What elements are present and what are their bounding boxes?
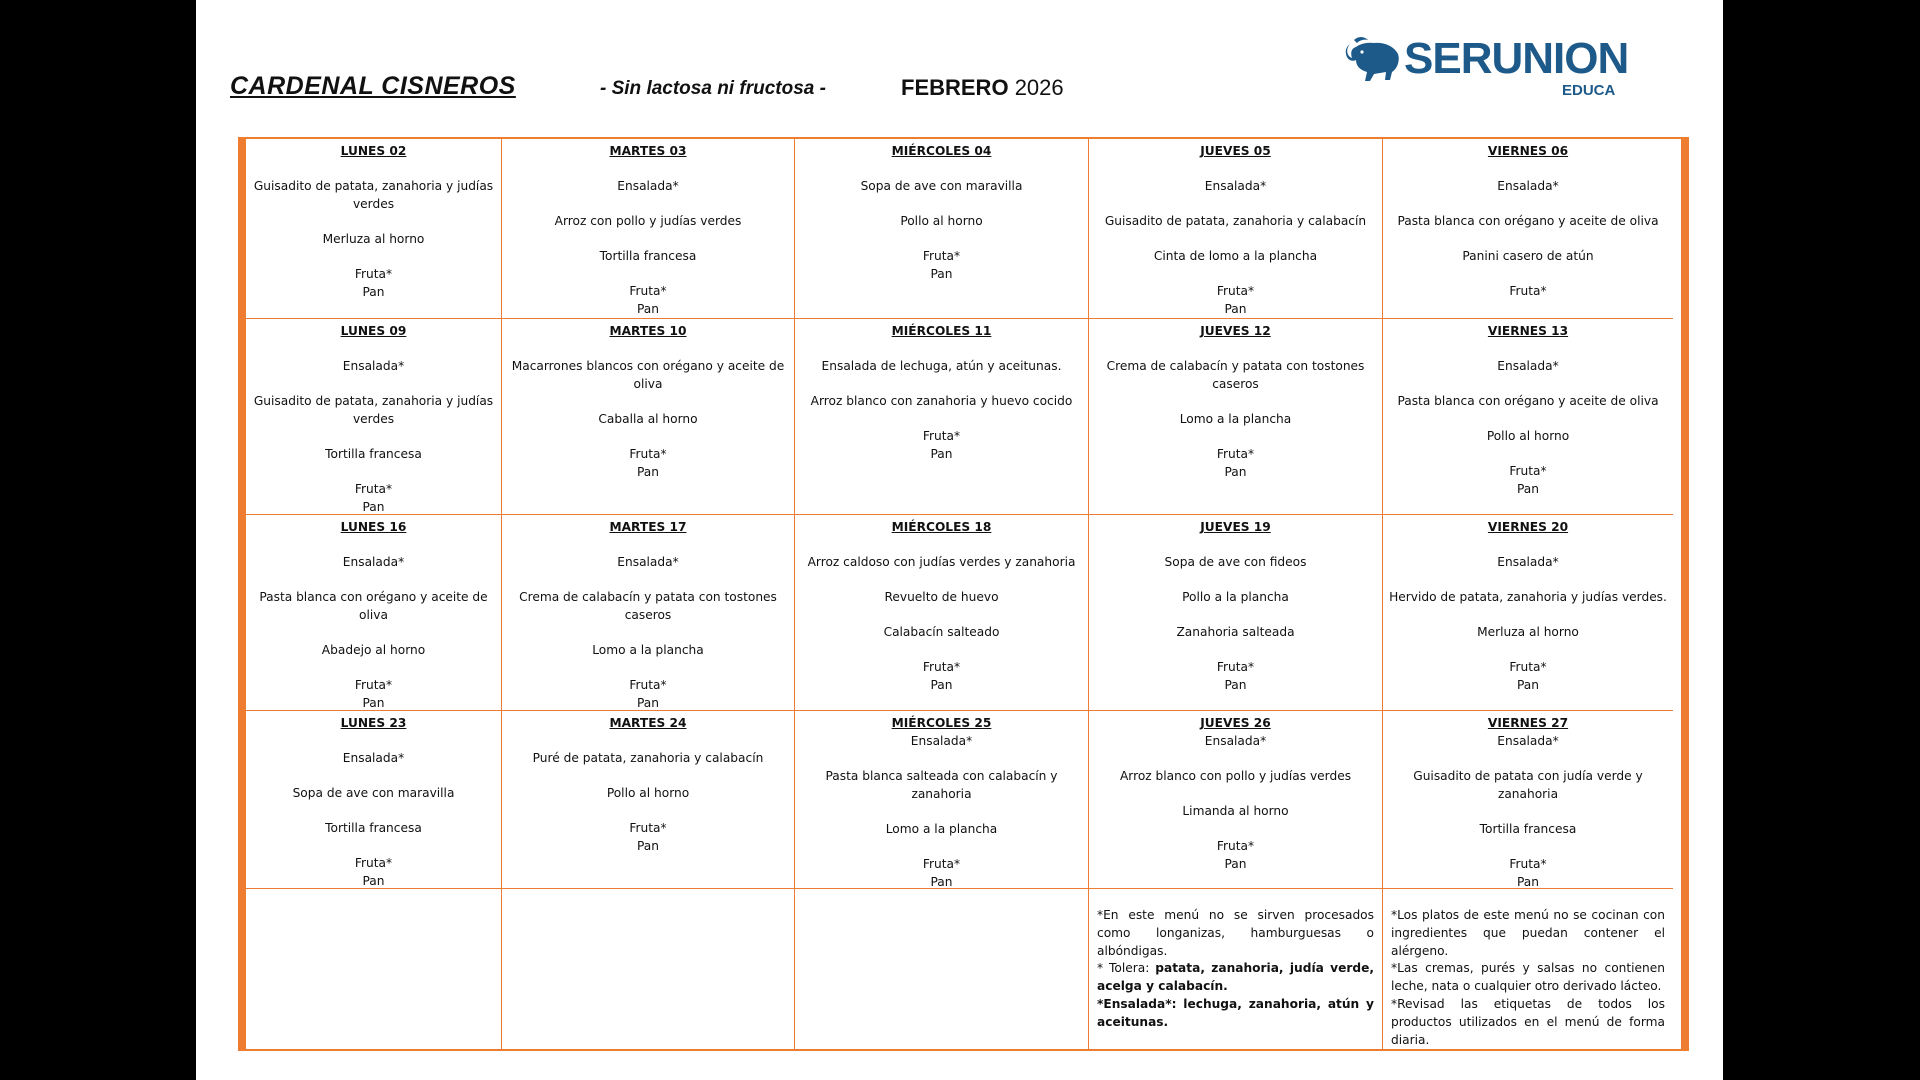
day-header: JUEVES 05 — [1200, 144, 1271, 158]
menu-item: Pan — [637, 839, 659, 853]
menu-item: Crema de calabacín y patata con tostones caseros — [519, 590, 777, 622]
menu-item: Merluza al horno — [1477, 625, 1579, 639]
day-header: MIÉRCOLES 18 — [891, 520, 992, 534]
day-header: MIÉRCOLES 25 — [891, 716, 992, 730]
day-header: MARTES 03 — [609, 144, 687, 158]
menu-grid — [238, 137, 1689, 1051]
menu-item: Pasta blanca con orégano y aceite de oliva — [259, 590, 488, 622]
menu-item: Ensalada* — [1204, 734, 1267, 748]
menu-item: Guisadito de patata, zanahoria y judías verdes — [253, 179, 494, 211]
menu-item: Sopa de ave con maravilla — [292, 786, 455, 800]
month-name: FEBRERO — [901, 75, 1009, 100]
menu-item: Pollo al horno — [1486, 429, 1570, 443]
note-tolera-list: patata, zanahoria, judía verde, acelga y calabacín. — [1097, 961, 1374, 994]
note-ensalada — [1097, 996, 1374, 1032]
day-header: LUNES 09 — [340, 324, 407, 338]
note-tolera — [1097, 960, 1374, 996]
day-cell — [1089, 515, 1383, 711]
note-dairy: *Las cremas, purés y salsas no contienen leche, nata o cualquier otro derivado lácteo. — [1391, 961, 1665, 994]
menu-item: Pan — [1224, 857, 1247, 871]
logo-brand: SERUNION — [1404, 34, 1629, 83]
day-header: LUNES 16 — [340, 520, 407, 534]
notes-left — [1089, 889, 1383, 1049]
menu-item: Fruta* — [922, 249, 961, 263]
menu-item: Tortilla francesa — [325, 821, 422, 835]
day-header: VIERNES 27 — [1487, 716, 1569, 730]
day-cell — [246, 319, 502, 515]
day-header: MARTES 10 — [609, 324, 687, 338]
empty-cell — [246, 889, 502, 1049]
menu-item: Ensalada* — [910, 734, 973, 748]
menu-item: Fruta* — [354, 267, 393, 281]
day-header: LUNES 02 — [340, 144, 407, 158]
menu-item: Ensalada* — [617, 555, 679, 569]
day-cell — [795, 515, 1089, 711]
menu-item: Calabacín salteado — [883, 625, 1000, 639]
menu-item: Pollo al horno — [606, 786, 690, 800]
menu-item: Fruta* — [629, 447, 667, 461]
menu-item: Pan — [362, 874, 385, 888]
menu-item: Arroz blanco con zanahoria y huevo cocido — [810, 394, 1073, 408]
menu-item: Revuelto de huevo — [884, 590, 999, 604]
menu-item: Sopa de ave con maravilla — [860, 179, 1023, 193]
menu-item: Fruta* — [1216, 447, 1255, 461]
note-tolera-lead: * Tolera: — [1097, 961, 1156, 976]
menu-item: Pan — [930, 447, 953, 461]
day-header: JUEVES 12 — [1200, 324, 1271, 338]
menu-item: Ensalada* — [617, 179, 679, 193]
menu-item: Caballa al horno — [598, 412, 698, 426]
menu-page — [196, 0, 1723, 1080]
menu-item: Pan — [362, 696, 385, 710]
menu-item: Fruta* — [922, 660, 961, 674]
menu-item: Guisadito de patata con judía verde y zanahoria — [1413, 769, 1643, 801]
year: 2026 — [1014, 75, 1064, 100]
note-ensalada-list: lechuga, zanahoria, atún y aceitunas. — [1097, 996, 1374, 1029]
menu-item: Pan — [1224, 302, 1247, 316]
note-processed: *En este menú no se sirven procesados como longanizas, hamburguesas o albóndigas. — [1097, 908, 1374, 958]
menu-item: Ensalada* — [1497, 555, 1559, 569]
day-header: JUEVES 26 — [1200, 716, 1271, 730]
menu-item: Zanahoria salteada — [1176, 625, 1295, 639]
note-allergen: *Los platos de este menú no se cocinan con ingredientes que puedan contener el alérgeno. — [1391, 908, 1665, 958]
menu-item: Hervido de patata, zanahoria y judías verdes. — [1389, 590, 1667, 604]
day-cell — [246, 711, 502, 889]
menu-item: Guisadito de patata, zanahoria y calabacín — [1104, 214, 1367, 228]
menu-item: Tortilla francesa — [1479, 822, 1577, 836]
menu-item: Pan — [637, 465, 659, 479]
menu-item: Fruta* — [1509, 464, 1547, 478]
day-cell — [1089, 711, 1383, 889]
menu-item: Fruta* — [922, 857, 961, 871]
menu-item: Fruta* — [1216, 284, 1255, 298]
day-cell — [246, 139, 502, 319]
menu-item: Fruta* — [1216, 660, 1255, 674]
menu-item: Ensalada* — [1497, 359, 1559, 373]
menu-item: Arroz con pollo y judías verdes — [554, 214, 742, 228]
diet-subtitle: - Sin lactosa ni fructosa - — [600, 78, 826, 99]
menu-item: Fruta* — [1509, 284, 1547, 298]
day-header: MARTES 24 — [609, 716, 687, 730]
menu-item: Crema de calabacín y patata con tostones caseros — [1106, 359, 1365, 391]
day-header: JUEVES 19 — [1200, 520, 1271, 534]
menu-item: Ensalada de lechuga, atún y aceitunas. — [821, 359, 1062, 373]
day-header: MIÉRCOLES 11 — [891, 324, 992, 338]
menu-item: Fruta* — [354, 856, 393, 870]
menu-item: Arroz blanco con pollo y judías verdes — [1119, 769, 1352, 783]
note-ensalada-lead: *Ensalada*: — [1097, 996, 1184, 1011]
menu-item: Cinta de lomo a la plancha — [1153, 249, 1318, 263]
menu-item: Ensalada* — [1497, 179, 1559, 193]
day-cell — [502, 319, 795, 515]
logo-sub: EDUCA — [1562, 82, 1616, 99]
menu-item: Pan — [637, 302, 659, 316]
menu-item: Fruta* — [354, 482, 393, 496]
menu-item: Pan — [930, 267, 953, 281]
menu-item: Pasta blanca con orégano y aceite de oliva — [1397, 394, 1659, 408]
menu-item: Limanda al horno — [1182, 804, 1289, 818]
day-cell — [1089, 319, 1383, 515]
menu-item: Pan — [1224, 678, 1247, 692]
menu-item: Lomo a la plancha — [1179, 412, 1292, 426]
bull-icon — [1344, 34, 1402, 84]
menu-item: Lomo a la plancha — [592, 643, 704, 657]
day-cell — [246, 515, 502, 711]
day-cell — [795, 711, 1089, 889]
empty-cell — [502, 889, 795, 1049]
menu-item: Fruta* — [629, 284, 667, 298]
day-header: LUNES 23 — [340, 716, 407, 730]
menu-item: Pollo al horno — [900, 214, 983, 228]
menu-item: Ensalada* — [342, 359, 405, 373]
menu-item: Pan — [930, 875, 953, 889]
day-cell — [502, 515, 795, 711]
menu-item: Lomo a la plancha — [885, 822, 998, 836]
menu-item: Macarrones blancos con orégano y aceite de oliva — [511, 359, 785, 391]
serunion-logo — [1344, 32, 1629, 102]
menu-item: Fruta* — [629, 821, 667, 835]
menu-item: Fruta* — [1509, 660, 1547, 674]
day-cell — [502, 711, 795, 889]
menu-item: Fruta* — [922, 429, 961, 443]
menu-item: Fruta* — [1216, 839, 1255, 853]
menu-item: Pan — [362, 500, 385, 514]
menu-item: Fruta* — [354, 678, 393, 692]
menu-item: Ensalada* — [342, 555, 405, 569]
menu-item: Pan — [362, 285, 385, 299]
menu-item: Arroz caldoso con judías verdes y zanahoria — [807, 555, 1076, 569]
menu-item: Ensalada* — [1204, 179, 1267, 193]
day-cell — [1383, 711, 1673, 889]
menu-item: Pan — [1224, 465, 1247, 479]
month-title — [901, 75, 1064, 101]
menu-item: Abadejo al horno — [321, 643, 426, 657]
day-header: VIERNES 06 — [1487, 144, 1569, 158]
school-name: CARDENAL CISNEROS — [230, 72, 516, 100]
menu-item: Ensalada* — [1497, 734, 1559, 748]
day-cell — [1383, 139, 1673, 319]
day-cell — [795, 139, 1089, 319]
menu-item: Pollo a la plancha — [1182, 590, 1289, 604]
menu-item: Pan — [637, 696, 659, 710]
menu-item: Sopa de ave con fideos — [1164, 555, 1307, 569]
menu-item: Fruta* — [1509, 857, 1547, 871]
notes-right — [1383, 889, 1673, 1049]
menu-item: Guisadito de patata, zanahoria y judías verdes — [253, 394, 494, 426]
day-cell — [1089, 139, 1383, 319]
menu-item: Pan — [1517, 875, 1539, 889]
menu-item: Fruta* — [629, 678, 667, 692]
day-header: MARTES 17 — [609, 520, 687, 534]
day-header: VIERNES 13 — [1487, 324, 1569, 338]
menu-item: Tortilla francesa — [325, 447, 422, 461]
menu-item: Puré de patata, zanahoria y calabacín — [532, 751, 764, 765]
menu-item: Merluza al horno — [322, 232, 425, 246]
day-cell — [795, 319, 1089, 515]
day-cell — [1383, 319, 1673, 515]
empty-cell — [795, 889, 1089, 1049]
menu-item: Tortilla francesa — [599, 249, 697, 263]
menu-item: Panini casero de atún — [1462, 249, 1594, 263]
day-header: MIÉRCOLES 04 — [891, 144, 992, 158]
menu-item: Ensalada* — [342, 751, 405, 765]
note-labels: *Revisad las etiquetas de todos los productos utilizados en el menú de forma diaria. — [1391, 996, 1665, 1047]
menu-item: Pan — [1517, 678, 1539, 692]
day-cell — [502, 139, 795, 319]
menu-item: Pasta blanca salteada con calabacín y zanahoria — [825, 769, 1058, 801]
day-header: VIERNES 20 — [1487, 520, 1569, 534]
day-cell — [1383, 515, 1673, 711]
menu-item: Pasta blanca con orégano y aceite de oliva — [1397, 214, 1659, 228]
menu-item: Pan — [1517, 482, 1539, 496]
menu-item: Pan — [930, 678, 953, 692]
